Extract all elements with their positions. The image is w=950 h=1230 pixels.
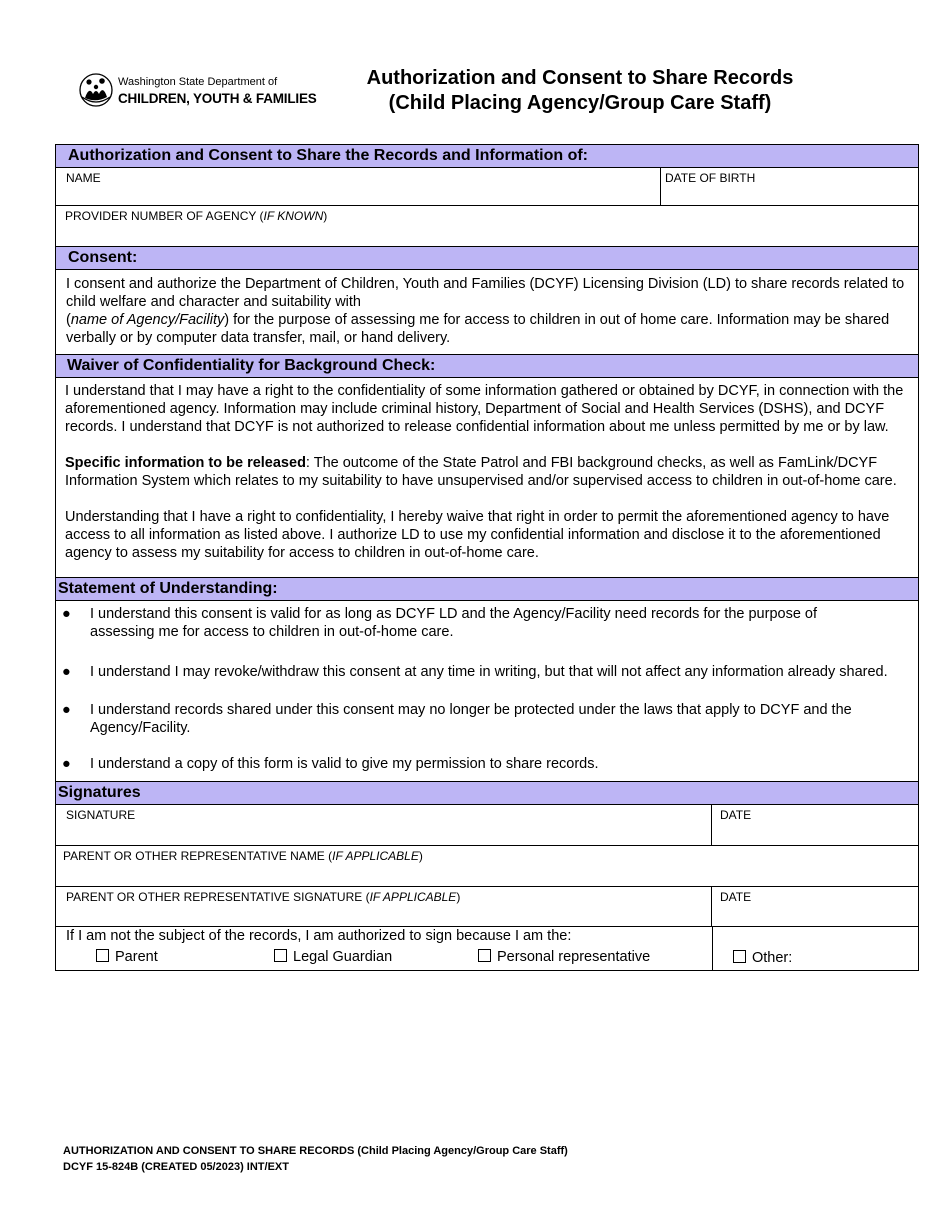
parent-option-label: Parent — [115, 949, 158, 965]
title-line1: Authorization and Consent to Share Records — [366, 67, 794, 89]
consent-text-2 — [66, 311, 912, 347]
personal-representative-checkbox[interactable] — [478, 949, 650, 965]
provider-label — [56, 206, 327, 246]
legal-guardian-option-label: Legal Guardian — [293, 949, 393, 965]
signature-date-field[interactable] — [712, 805, 918, 845]
section-heading-waiver: Waiver of Confidentiality for Background Check: — [56, 355, 918, 378]
checkbox-icon — [733, 950, 746, 963]
waiver-para-2-bold: Specific information to be released — [65, 455, 306, 471]
list-item — [62, 755, 912, 773]
statement-item-3: I understand records shared under this consent may no longer be protected under the laws that apply to DCYF and the Agency/Facility. — [90, 702, 852, 736]
waiver-para-2 — [65, 454, 916, 490]
statement-list — [56, 601, 918, 782]
section-heading-subject: Authorization and Consent to Share the Records and Information of: — [56, 145, 918, 168]
logo-line2: CHILDREN, YOUTH & FAMILIES — [118, 91, 317, 106]
list-item — [62, 605, 912, 641]
footer-line2: DCYF 15-824B (CREATED 05/2023) INT/EXT — [63, 1161, 289, 1173]
consent-text-rest: ) for the purpose of assessing me for access to children in out of home care. Information may be shared verbally or by computer data transfer, mail, or hand delivery. — [66, 312, 890, 346]
authority-cell — [56, 927, 713, 970]
parent-date-field[interactable] — [712, 887, 918, 926]
name-label: NAME — [66, 171, 101, 185]
checkbox-icon — [478, 949, 491, 962]
personal-representative-option-label: Personal representative — [497, 949, 651, 965]
parent-signature-field[interactable] — [56, 887, 712, 926]
provider-label-close: ) — [323, 209, 328, 223]
statement-item-2: I understand I may revoke/withdraw this consent at any time in writing, but that will not affect any information already shared. — [90, 664, 888, 680]
parent-name-field[interactable] — [56, 846, 918, 887]
name-field[interactable] — [56, 168, 661, 205]
footer-form-name: AUTHORIZATION AND CONSENT TO SHARE RECORDS — [63, 1145, 355, 1157]
parent-checkbox[interactable] — [96, 949, 158, 965]
dob-label: DATE OF BIRTH — [665, 171, 756, 185]
section-heading-consent: Consent: — [56, 247, 918, 270]
close-paren: ) — [418, 849, 423, 863]
bullet-icon: ● — [62, 606, 71, 622]
signature-field[interactable] — [56, 805, 712, 845]
list-item — [62, 701, 912, 737]
checkbox-icon — [274, 949, 287, 962]
parent-name-label-text: PARENT OR OTHER REPRESENTATIVE NAME ( — [63, 849, 333, 863]
other-option-label: Other: — [752, 950, 793, 966]
statement-item-1: I understand this consent is valid for as long as DCYF LD and the Agency/Facility need records for the purpose of assessing me for access to children in out-of-home care. — [90, 606, 818, 640]
dcyf-logo — [78, 70, 317, 112]
form-title — [330, 66, 830, 116]
family-logo-icon — [78, 70, 114, 110]
checkbox-icon — [96, 949, 109, 962]
other-cell — [713, 927, 918, 970]
if-applicable: IF APPLICABLE — [369, 890, 457, 904]
footer-form-subtitle: (Child Placing Agency/Group Care Staff) — [354, 1145, 568, 1157]
waiver-para-3: Understanding that I have a right to confidentiality, I hereby waive that right in order to permit the aforementioned agency to have access to all information as listed above. I authorize LD to use my confidential information and disclose it to the aforementioned agency to assess my suitability for access to children in out-of-home care. — [65, 509, 890, 561]
name-dob-row — [56, 168, 918, 206]
parent-name-label — [56, 846, 423, 886]
section-heading-signatures: Signatures — [56, 782, 918, 805]
close-paren: ) — [456, 890, 461, 904]
if-applicable: IF APPLICABLE — [332, 849, 419, 863]
waiver-text — [56, 378, 918, 578]
authority-row — [56, 927, 918, 971]
agency-placeholder: name of Agency/Facility — [70, 312, 225, 328]
bullet-icon: ● — [62, 664, 71, 680]
date-label: DATE — [720, 890, 752, 904]
authority-text: If I am not the subject of the records, I am authorized to sign because I am the: — [66, 928, 572, 944]
waiver-para-1: I understand that I may have a right to the confidentiality of some information gathered or obtained by DCYF, in connection with the aforementioned agency. Information may include criminal history, Department of Social and Health Services (DSHS), and DCYF records. I understand that DCYF is not authorized to release confidential information about me unless permitted by me or by law. — [65, 383, 904, 435]
section-heading-statement: Statement of Understanding: — [56, 578, 918, 601]
logo-line1: Washington State Department of — [118, 76, 278, 88]
bullet-icon: ● — [62, 702, 71, 718]
provider-label-italic: IF KNOWN — [263, 209, 324, 223]
title-line2: (Child Placing Agency/Group Care Staff) — [388, 92, 772, 114]
other-checkbox[interactable] — [733, 950, 792, 966]
dob-field[interactable] — [661, 168, 918, 205]
parent-sig-label-text: PARENT OR OTHER REPRESENTATIVE SIGNATURE ( — [66, 890, 370, 904]
provider-number-field[interactable] — [56, 206, 918, 247]
parent-signature-row — [56, 887, 918, 927]
legal-guardian-checkbox[interactable] — [274, 949, 392, 965]
signature-row — [56, 805, 918, 846]
consent-paren: ( — [66, 312, 71, 328]
consent-form — [55, 144, 919, 971]
signature-label: SIGNATURE — [66, 808, 136, 822]
consent-text-1: I consent and authorize the Department of Children, Youth and Families (DCYF) Licensing Division (LD) to share records related to child welfare and character and suitability with — [66, 276, 905, 310]
date-label: DATE — [720, 808, 752, 822]
provider-label-text: PROVIDER NUMBER OF AGENCY ( — [65, 209, 264, 223]
footer-line1 — [63, 1143, 568, 1159]
form-footer — [63, 1143, 568, 1175]
bullet-icon: ● — [62, 756, 71, 772]
consent-text — [56, 270, 918, 355]
list-item — [62, 663, 912, 681]
statement-item-4: I understand a copy of this form is valid to give my permission to share records. — [90, 756, 599, 772]
waiver-para-2-rest: : The outcome of the State Patrol and FBI background checks, as well as FamLink/DCYF Information System which relates to my suitability to have unsupervised and/or supervised access to children in out-of-home care. — [65, 455, 897, 489]
